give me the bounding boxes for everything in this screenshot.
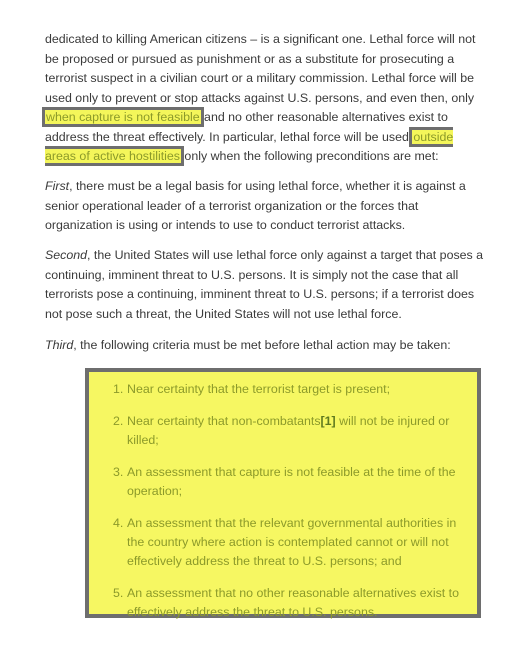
criteria-number: 1. xyxy=(113,382,124,396)
criteria-number: 5. xyxy=(113,586,124,600)
paragraph-text: , the United States will use lethal force only against a target that poses a continuing, imminent threat to U.S. persons. It is simply not the case that all terrorists pose a continuing, imminent threat to U.S. persons; if a terrorist does not pose such a threat, the United States will not use lethal force. xyxy=(45,248,484,321)
criteria-text: An assessment that the relevant governmental authorities in the country where action is contemplated cannot or will not effectively address the threat to U.S. persons; and xyxy=(127,516,457,568)
criteria-number: 3. xyxy=(113,465,124,479)
paragraph-text: and no other reasonable alternatives exist to address the threat effectively. In particular, lethal force will be used xyxy=(45,110,448,144)
criteria-text-part: will not be injured or killed; xyxy=(127,414,450,447)
criteria-text-part: Near certainty that non-combatants xyxy=(127,414,321,428)
criteria-item xyxy=(113,584,471,622)
paragraph-lead: Third xyxy=(45,338,74,352)
footnote-link[interactable]: [1] xyxy=(320,414,336,428)
criteria-item xyxy=(113,514,471,571)
paragraph-second-precondition xyxy=(45,246,485,324)
highlight-outside-active-hostilities: outside areas of active hostilities xyxy=(45,129,454,163)
highlight-capture-not-feasible: when capture is not feasible xyxy=(46,110,200,124)
criteria-number: 2. xyxy=(113,414,124,428)
criteria-text: Near certainty that the terrorist target is present; xyxy=(127,382,391,396)
criteria-item xyxy=(113,412,471,450)
paragraph-text: only when the following preconditions are met: xyxy=(180,149,439,163)
paragraph-first-precondition xyxy=(45,177,485,236)
paragraph-text: , the following criteria must be met before lethal action may be taken: xyxy=(73,338,451,352)
criteria-text: An assessment that no other reasonable alternatives exist to effectively address the threat to U.S. persons. xyxy=(127,586,459,619)
criteria-item xyxy=(113,463,471,501)
criteria-number: 4. xyxy=(113,516,124,530)
criteria-item xyxy=(113,380,471,399)
criteria-list xyxy=(89,372,477,622)
paragraph-lead: Second xyxy=(45,248,88,262)
paragraph-lethal-force xyxy=(45,30,485,167)
paragraph-text: , there must be a legal basis for using lethal force, whether it is against a senior operational leader of a terrorist organization or the forces that organization is using or intends to use to conduct terrorist attacks. xyxy=(45,179,466,232)
criteria-highlight-box xyxy=(85,368,481,618)
criteria-text xyxy=(127,412,471,450)
criteria-text: An assessment that capture is not feasible at the time of the operation; xyxy=(127,465,456,498)
paragraph-third-precondition xyxy=(45,336,485,356)
paragraph-lead: First xyxy=(45,179,70,193)
paragraph-text: dedicated to killing American citizens – is a significant one. Lethal force will not be proposed or pursued as punishment or as a substitute for prosecuting a terrorist suspect in a civilian court or a military commission. Lethal force will be used only to prevent or stop attacks against U.S. persons, and even then, only xyxy=(45,32,476,105)
